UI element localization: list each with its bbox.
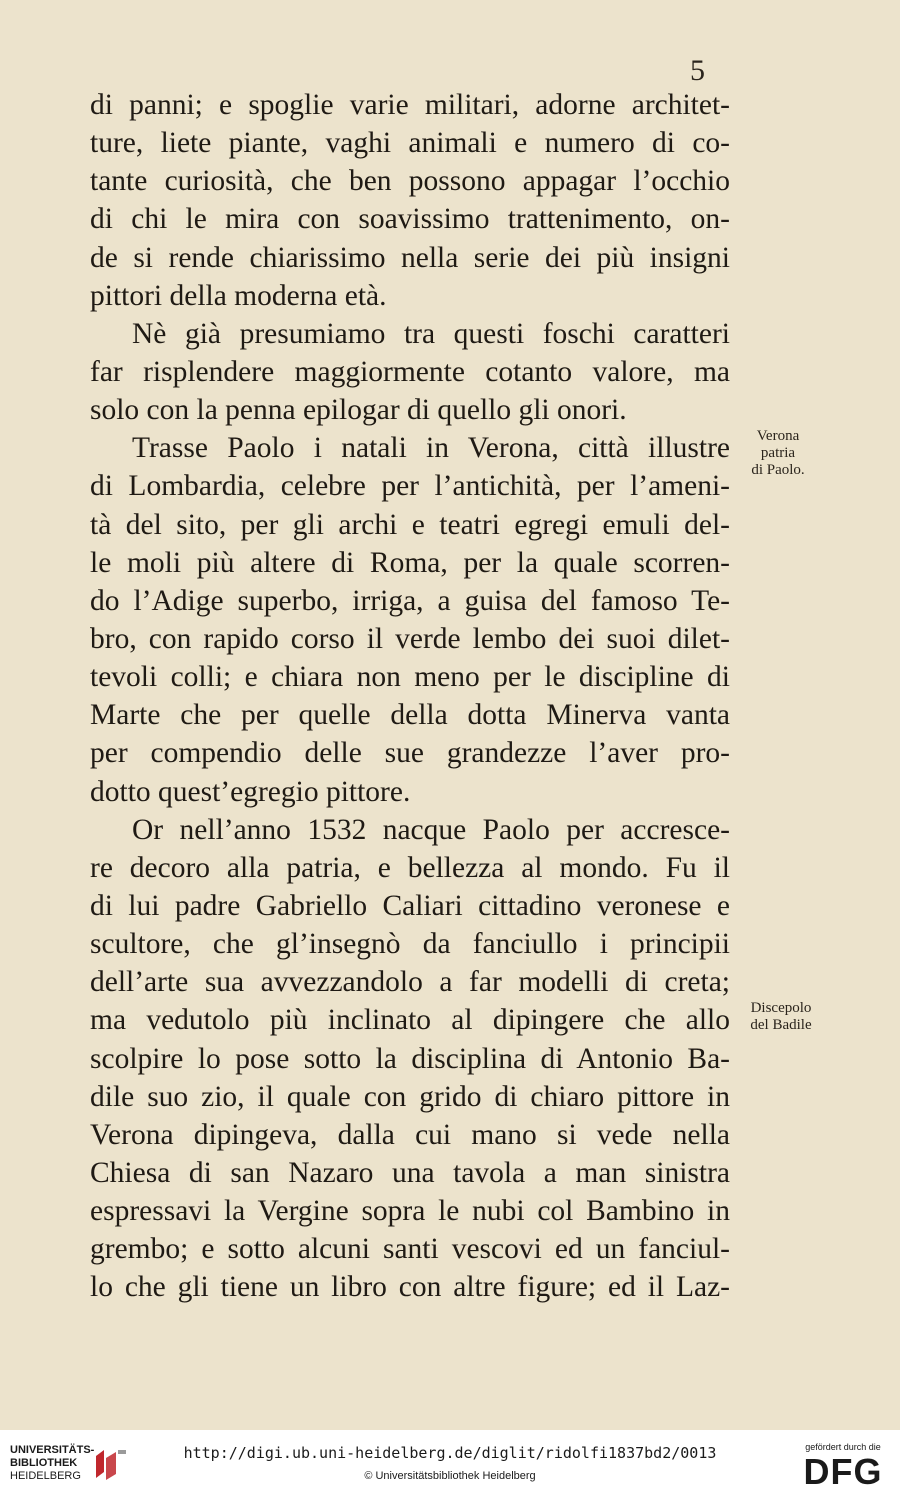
text-line: di panni; e spoglie varie militari, adorne architet- — [90, 89, 730, 121]
text-line: Marte che per quelle della dotta Minerva vanta — [90, 699, 730, 732]
text-line: pittori della moderna età. — [90, 279, 387, 312]
margin-note-line: Discepolo — [750, 1000, 812, 1016]
margin-note-line: di Paolo. — [751, 462, 805, 478]
text-line: dile suo zio, il quale con grido di chiaro pittore in — [90, 1080, 730, 1113]
text-line: di chi le mira con soavissimo trattenimento, on- — [90, 203, 730, 236]
text-line: de si rende chiarissimo nella serie dei più insigni — [90, 241, 730, 274]
text-line: scultore, che gl’insegnò da fanciullo i principii — [90, 928, 730, 961]
logo-line: HEIDELBERG — [10, 1470, 81, 1482]
body-text — [90, 86, 730, 1307]
text-line: Verona dipingeva, dalla cui mano si vede nella — [90, 1118, 730, 1151]
logo-line: UNIVERSITÄTS- — [10, 1444, 95, 1456]
text-line: solo con la penna epilogar di quello gli onori. — [90, 394, 627, 427]
footer-bar — [0, 1430, 900, 1496]
text-line: grembo; e sotto alcuni santi vescovi ed un fanciul- — [90, 1233, 730, 1266]
text-line: di lui padre Gabriello Caliari cittadino veronese e — [90, 889, 730, 922]
text-line: Chiesa di san Nazaro una tavola a man sinistra — [90, 1156, 730, 1189]
text-line: Trasse Paolo i natali in Verona, città illustre — [132, 432, 730, 465]
text-line: do l’Adige superbo, irriga, a guisa del famoso Te- — [90, 584, 730, 617]
text-line: tà del sito, per gli archi e teatri egregi emuli del- — [90, 508, 730, 541]
text-line: lo che gli tiene un libro con altre figure; ed il Laz- — [90, 1271, 730, 1304]
text-line: tante curiosità, che ben possono appagar l’occhio — [90, 165, 730, 198]
permalink-url[interactable]: http://digi.ub.uni-heidelberg.de/diglit/ridolfi1837bd2/0013 — [183, 1444, 717, 1462]
text-line: bro, con rapido corso il verde lembo dei suoi dilet- — [90, 622, 730, 655]
text-line: espressavi la Vergine sopra le nubi col Bambino in — [90, 1195, 730, 1228]
sponsor-caption: gefördert durch die — [805, 1442, 881, 1452]
page-number: 5 — [690, 54, 705, 87]
text-line: dell’arte sua avvezzandolo a far modelli di creta; — [90, 966, 730, 999]
logo-line: BIBLIOTHEK — [10, 1457, 78, 1469]
margin-note-verona — [736, 428, 820, 479]
text-line: Or nell’anno 1532 nacque Paolo per accresce- — [132, 813, 730, 846]
text-line: per compendio delle sue grandezze l’aver pro- — [90, 737, 730, 770]
margin-note-line: Verona — [756, 428, 800, 444]
text-line: ture, liete piante, vaghi animali e numero di co- — [90, 127, 730, 160]
text-line: ma vedutolo più inclinato al dipingere che allo — [90, 1004, 730, 1037]
dfg-logo[interactable]: DFG — [803, 1451, 883, 1492]
text-line: far risplendere maggiormente cotanto valore, ma — [90, 355, 730, 388]
text-line: re decoro alla patria, e bellezza al mondo. Fu il — [90, 851, 730, 884]
margin-note-line: del Badile — [750, 1017, 812, 1033]
margin-note-badile — [736, 1000, 826, 1034]
text-line: dotto quest’egregio pittore. — [90, 775, 411, 808]
text-line: Nè già presumiamo tra questi foschi caratteri — [132, 317, 730, 350]
text-line: tevoli colli; e chiara non meno per le discipline di — [90, 661, 730, 694]
text-line: le moli più altere di Roma, per la quale scorren- — [90, 546, 730, 579]
text-line: di Lombardia, celebre per l’antichità, per l’ameni- — [90, 470, 730, 503]
copyright-notice: © Universitätsbibliothek Heidelberg — [364, 1470, 536, 1482]
margin-note-line: patria — [760, 445, 796, 461]
text-line: scolpire lo pose sotto la disciplina di Antonio Ba- — [90, 1042, 730, 1075]
